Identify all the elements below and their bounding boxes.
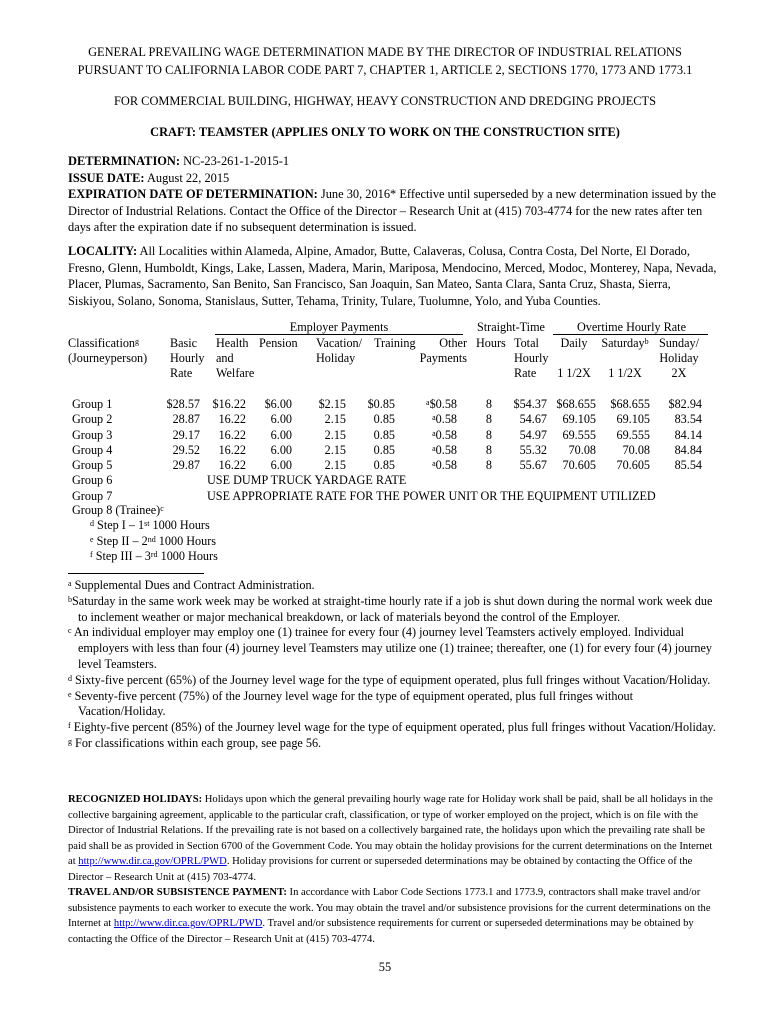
locality-label: LOCALITY: — [68, 244, 138, 258]
col-header-pension: Pension — [259, 336, 298, 350]
cell-sunday: 83.54 — [674, 412, 702, 427]
cell-hours: 8 — [485, 412, 492, 427]
col-header-other: Other Payments — [419, 336, 467, 365]
cell-total: 54.97 — [519, 427, 547, 442]
cell-training: 0.85 — [373, 427, 395, 442]
cell-sunday: $82.94 — [668, 397, 702, 411]
step-1: $^d$ Step I – 1st 1000 Hours — [90, 518, 210, 532]
craft-title: CRAFT: TEAMSTER (APPLIES ONLY TO WORK ON THE CONSTRUCTION SITE) — [150, 125, 620, 139]
footnote-marker: a — [432, 428, 436, 438]
header-line-3: FOR COMMERCIAL BUILDING, HIGHWAY, HEAVY CONSTRUCTION AND DREDGING PROJECTS — [113, 94, 656, 108]
travel-subsistence: TRAVEL AND/OR SUBSISTENCE PAYMENT: In accordance with Labor Code Sections 1773.1 and 1773.9, contractors shall make travel and/or subsistence payments to each worker to execute the work. You may obtain the travel and/or subsistence provisions for the current determinations on the Internet at http://www.dir.ca.gov/OPRL/PWD. Travel and/or subsistence requirements for current or superseded determinations may be obtained by contacting the Office of the Director – Research Unit at (415) 703-4774. — [68, 887, 711, 945]
cell-other: $^a$0.58 — [432, 442, 457, 457]
cell-daily: $68.655 — [556, 397, 596, 411]
col-header-classification: Classification$^g$ (Journeyperson) — [68, 336, 148, 365]
cell-saturday: 69.555 — [616, 427, 650, 442]
overtime-rule — [553, 334, 708, 335]
cell-basic: 29.52 — [172, 442, 200, 457]
cell-hours: 8 — [485, 442, 492, 457]
footnote-marker: a — [432, 459, 436, 469]
cell-pension: $6.00 — [264, 397, 292, 411]
col-header-hours: Hours — [476, 336, 506, 350]
cell-training: $0.85 — [367, 397, 395, 411]
footnote-d: $^d$ Sixty-five percent (65%) of the Journey level wage for the type of equipment operated, plus full fringes without Vacation/Holiday. — [68, 672, 711, 687]
cell-other: $^a$0.58 — [432, 412, 457, 427]
footnote-f: $^f$ Eighty-five percent (85%) of the Journey level wage for the type of equipment operated, plus full fringes without Vacation/Holiday. — [68, 720, 716, 735]
employer-payments-rule — [215, 334, 463, 335]
footnote-marker: a — [426, 398, 430, 407]
travel-label: TRAVEL AND/OR SUBSISTENCE PAYMENT: — [68, 887, 287, 898]
recognized-holidays: RECOGNIZED HOLIDAYS: Holidays upon which the general prevailing hourly wage rate for Holiday work shall be paid, shall be all holidays in the collective bargaining agreement, applicable to the particular craft, classification, or type of worker employed on the project, which is on file with the Director of Industrial Relations. If the prevailing rate is not based on a collectively bargained rate, the holidays upon which the prevailing rate shall be paid shall be as provided in Section 6700 of the Government Code. You may obtain the holiday provisions for the current determinations on the Internet at http://www.dir.ca.gov/OPRL/PWD. Holiday provisions for current or superseded determinations may be obtained by contacting the Office of the Director – Research Unit at (415) 703-4774. — [68, 794, 713, 883]
cell-health: 16.22 — [218, 458, 246, 473]
expiration-value: June 30, 2016* Effective until superseded by a new determination issued by the Director of Industrial Relations. Contact the Office of the Director – Research Unit at (415) 703-4774 for the new rates after ten days after the expiration date if no subsequent determination is issued. — [68, 187, 717, 235]
travel-link[interactable]: http://www.dir.ca.gov/OPRL/PWD — [113, 918, 263, 930]
cell-basic: 28.87 — [172, 412, 200, 427]
footnote-separator — [68, 573, 204, 574]
cell-health: 16.22 — [218, 412, 246, 427]
header-line-1: GENERAL PREVAILING WAGE DETERMINATION MADE BY THE DIRECTOR OF INDUSTRIAL RELATIONS — [88, 45, 682, 59]
col-header-total: Total Hourly Rate — [514, 336, 549, 380]
footnote-e: $^e$ Seventy-five percent (75%) of the Journey level wage for the type of equipment operated, plus full fringes without Vacation/Holiday. — [68, 688, 634, 719]
group-6-label: Group 6 — [72, 473, 113, 487]
cell-vacation: 2.15 — [324, 427, 346, 442]
cell-training: 0.85 — [373, 458, 395, 473]
cell-daily: 69.555 — [562, 427, 596, 442]
expiration-line — [68, 186, 718, 236]
group-8-label: Group 8 (Trainee)$^c$ — [72, 503, 164, 517]
cell-total: 55.67 — [519, 458, 547, 473]
cell-vacation: 2.15 — [324, 458, 346, 473]
cell-training: 0.85 — [373, 442, 395, 457]
col-header-basic: Basic Hourly Rate — [170, 336, 205, 380]
cell-training: 0.85 — [373, 412, 395, 427]
locality-value: All Localities within Alameda, Alpine, Amador, Butte, Calaveras, Colusa, Contra Costa, Del Norte, El Dorado, Fresno, Glenn, Humboldt, Kings, Lake, Lassen, Madera, Marin, Mariposa, Mendocino, Merced, Modoc, Monterey, Napa, Nevada, Placer, Plumas, Sacramento, San Benito, San Francisco, San Joaquin, San Mateo, Santa Clara, Santa Cruz, Shasta, Sierra, Siskiyou, Solano, Sonoma, Stanislaus, Sutter, Tehama, Trinity, Tulare, Tuolumne, Yolo, and Yuba Counties. — [68, 244, 717, 308]
col-header-sunday: Sunday/ Holiday 2X — [659, 336, 699, 380]
cell-saturday: 70.605 — [616, 458, 650, 473]
cell-pension: 6.00 — [270, 442, 292, 457]
cell-vacation: $2.15 — [318, 397, 346, 411]
footnote-marker: a — [432, 443, 436, 453]
col-header-health: Health and Welfare — [216, 336, 255, 380]
cell-saturday: 70.08 — [622, 442, 650, 457]
determination-block — [68, 153, 718, 236]
cell-hours: 8 — [485, 427, 492, 442]
cell-hours: 8 — [485, 397, 492, 411]
issue-date-line — [68, 170, 718, 187]
cell-daily: 70.08 — [568, 442, 596, 457]
group-7-label: Group 7 — [72, 489, 113, 503]
cell-daily: 69.105 — [562, 412, 596, 427]
cell-daily: 70.605 — [562, 458, 596, 473]
cell-basic: 29.87 — [172, 458, 200, 473]
cell-health: 16.22 — [218, 442, 246, 457]
footnote-g: $^g$ For classifications within each group, see page 56. — [68, 735, 322, 750]
col-header-training: Training — [374, 336, 416, 350]
cell-other: $^a$\$0.58 — [426, 397, 457, 411]
expiration-label: EXPIRATION DATE OF DETERMINATION: — [68, 187, 318, 202]
cell-health: $16.22 — [212, 397, 246, 411]
cell-pension: 6.00 — [270, 412, 292, 427]
footnote-a: $^a$ Supplemental Dues and Contract Administration. — [68, 578, 315, 592]
cell-sunday: 84.84 — [674, 442, 702, 457]
cell-sunday: 84.14 — [674, 427, 702, 442]
cell-health: 16.22 — [218, 427, 246, 442]
cell-saturday: $68.655 — [610, 397, 650, 411]
cell-other: $^a$0.58 — [432, 458, 457, 473]
step-2: $^e$ Step II – 2nd 1000 Hours — [90, 534, 216, 548]
cell-basic: 29.17 — [172, 427, 200, 442]
issue-date-label: ISSUE DATE: — [68, 170, 145, 185]
cell-sunday: 85.54 — [674, 458, 702, 473]
cell-vacation: 2.15 — [324, 442, 346, 457]
footnote-c: $^c$ An individual employer may employ one (1) trainee for every four (4) journey level Teamsters actively employed. Individual employers with less than four (4) journey level Teamsters may utilize one (1) trainee; thereafter, one (1) for every four (4) journey level Teamsters. — [68, 625, 712, 671]
cell-basic: $28.57 — [166, 397, 200, 411]
cell-name: Group 3 — [72, 427, 113, 442]
footnote-b: $^b$Saturday in the same work week may be worked at straight-time hourly rate if a job is shut down during the normal work week due to inclement weather or major mechanical breakdown, or lack of materials beyond the control of the Employer. — [68, 593, 713, 624]
cell-saturday: 69.105 — [616, 412, 650, 427]
page-number: 55 — [378, 960, 392, 974]
determination-line — [68, 153, 718, 170]
step-3: $^f$ Step III – 3rd 1000 Hours — [90, 549, 218, 563]
footnote-marker: a — [432, 413, 436, 423]
cell-name: Group 4 — [72, 442, 113, 457]
cell-other: $^a$0.58 — [432, 427, 457, 442]
issue-date-value: August 22, 2015 — [144, 170, 230, 185]
overtime-header: Overtime Hourly Rate — [577, 320, 686, 334]
determination-label: DETERMINATION: — [68, 154, 180, 168]
group-6-text: USE DUMP TRUCK YARDAGE RATE — [207, 473, 407, 487]
cell-total: $54.37 — [513, 397, 547, 411]
cell-name: Group 2 — [72, 412, 113, 427]
straight-time-header: Straight-Time — [477, 320, 545, 334]
col-header-saturday: Saturday$^b$ 1 1/2X — [601, 336, 649, 380]
holidays-link[interactable]: http://www.dir.ca.gov/OPRL/PWD — [78, 856, 227, 868]
cell-vacation: 2.15 — [324, 412, 346, 427]
cell-name: Group 1 — [72, 397, 113, 411]
cell-hours: 8 — [485, 458, 492, 473]
cell-total: 55.32 — [519, 442, 547, 457]
locality-block — [68, 243, 718, 309]
cell-pension: 6.00 — [270, 427, 292, 442]
col-header-vacation: Vacation/ Holiday — [316, 336, 363, 365]
footnotes — [68, 578, 718, 752]
group-7-text: USE APPROPRIATE RATE FOR THE POWER UNIT OR THE EQUIPMENT UTILIZED — [207, 489, 656, 503]
header-line-2: PURSUANT TO CALIFORNIA LABOR CODE PART 7, CHAPTER 1, ARTICLE 2, SECTIONS 1770, 1773 AND 1773.1 — [77, 63, 693, 77]
cell-pension: 6.00 — [270, 458, 292, 473]
determination-value: NC-23-261-1-2015-1 — [179, 154, 290, 168]
holidays-label: RECOGNIZED HOLIDAYS: — [68, 794, 203, 805]
cell-name: Group 5 — [72, 458, 113, 473]
col-header-daily: Daily 1 1/2X — [557, 336, 591, 380]
employer-payments-header: Employer Payments — [289, 320, 389, 334]
cell-total: 54.67 — [519, 412, 547, 427]
